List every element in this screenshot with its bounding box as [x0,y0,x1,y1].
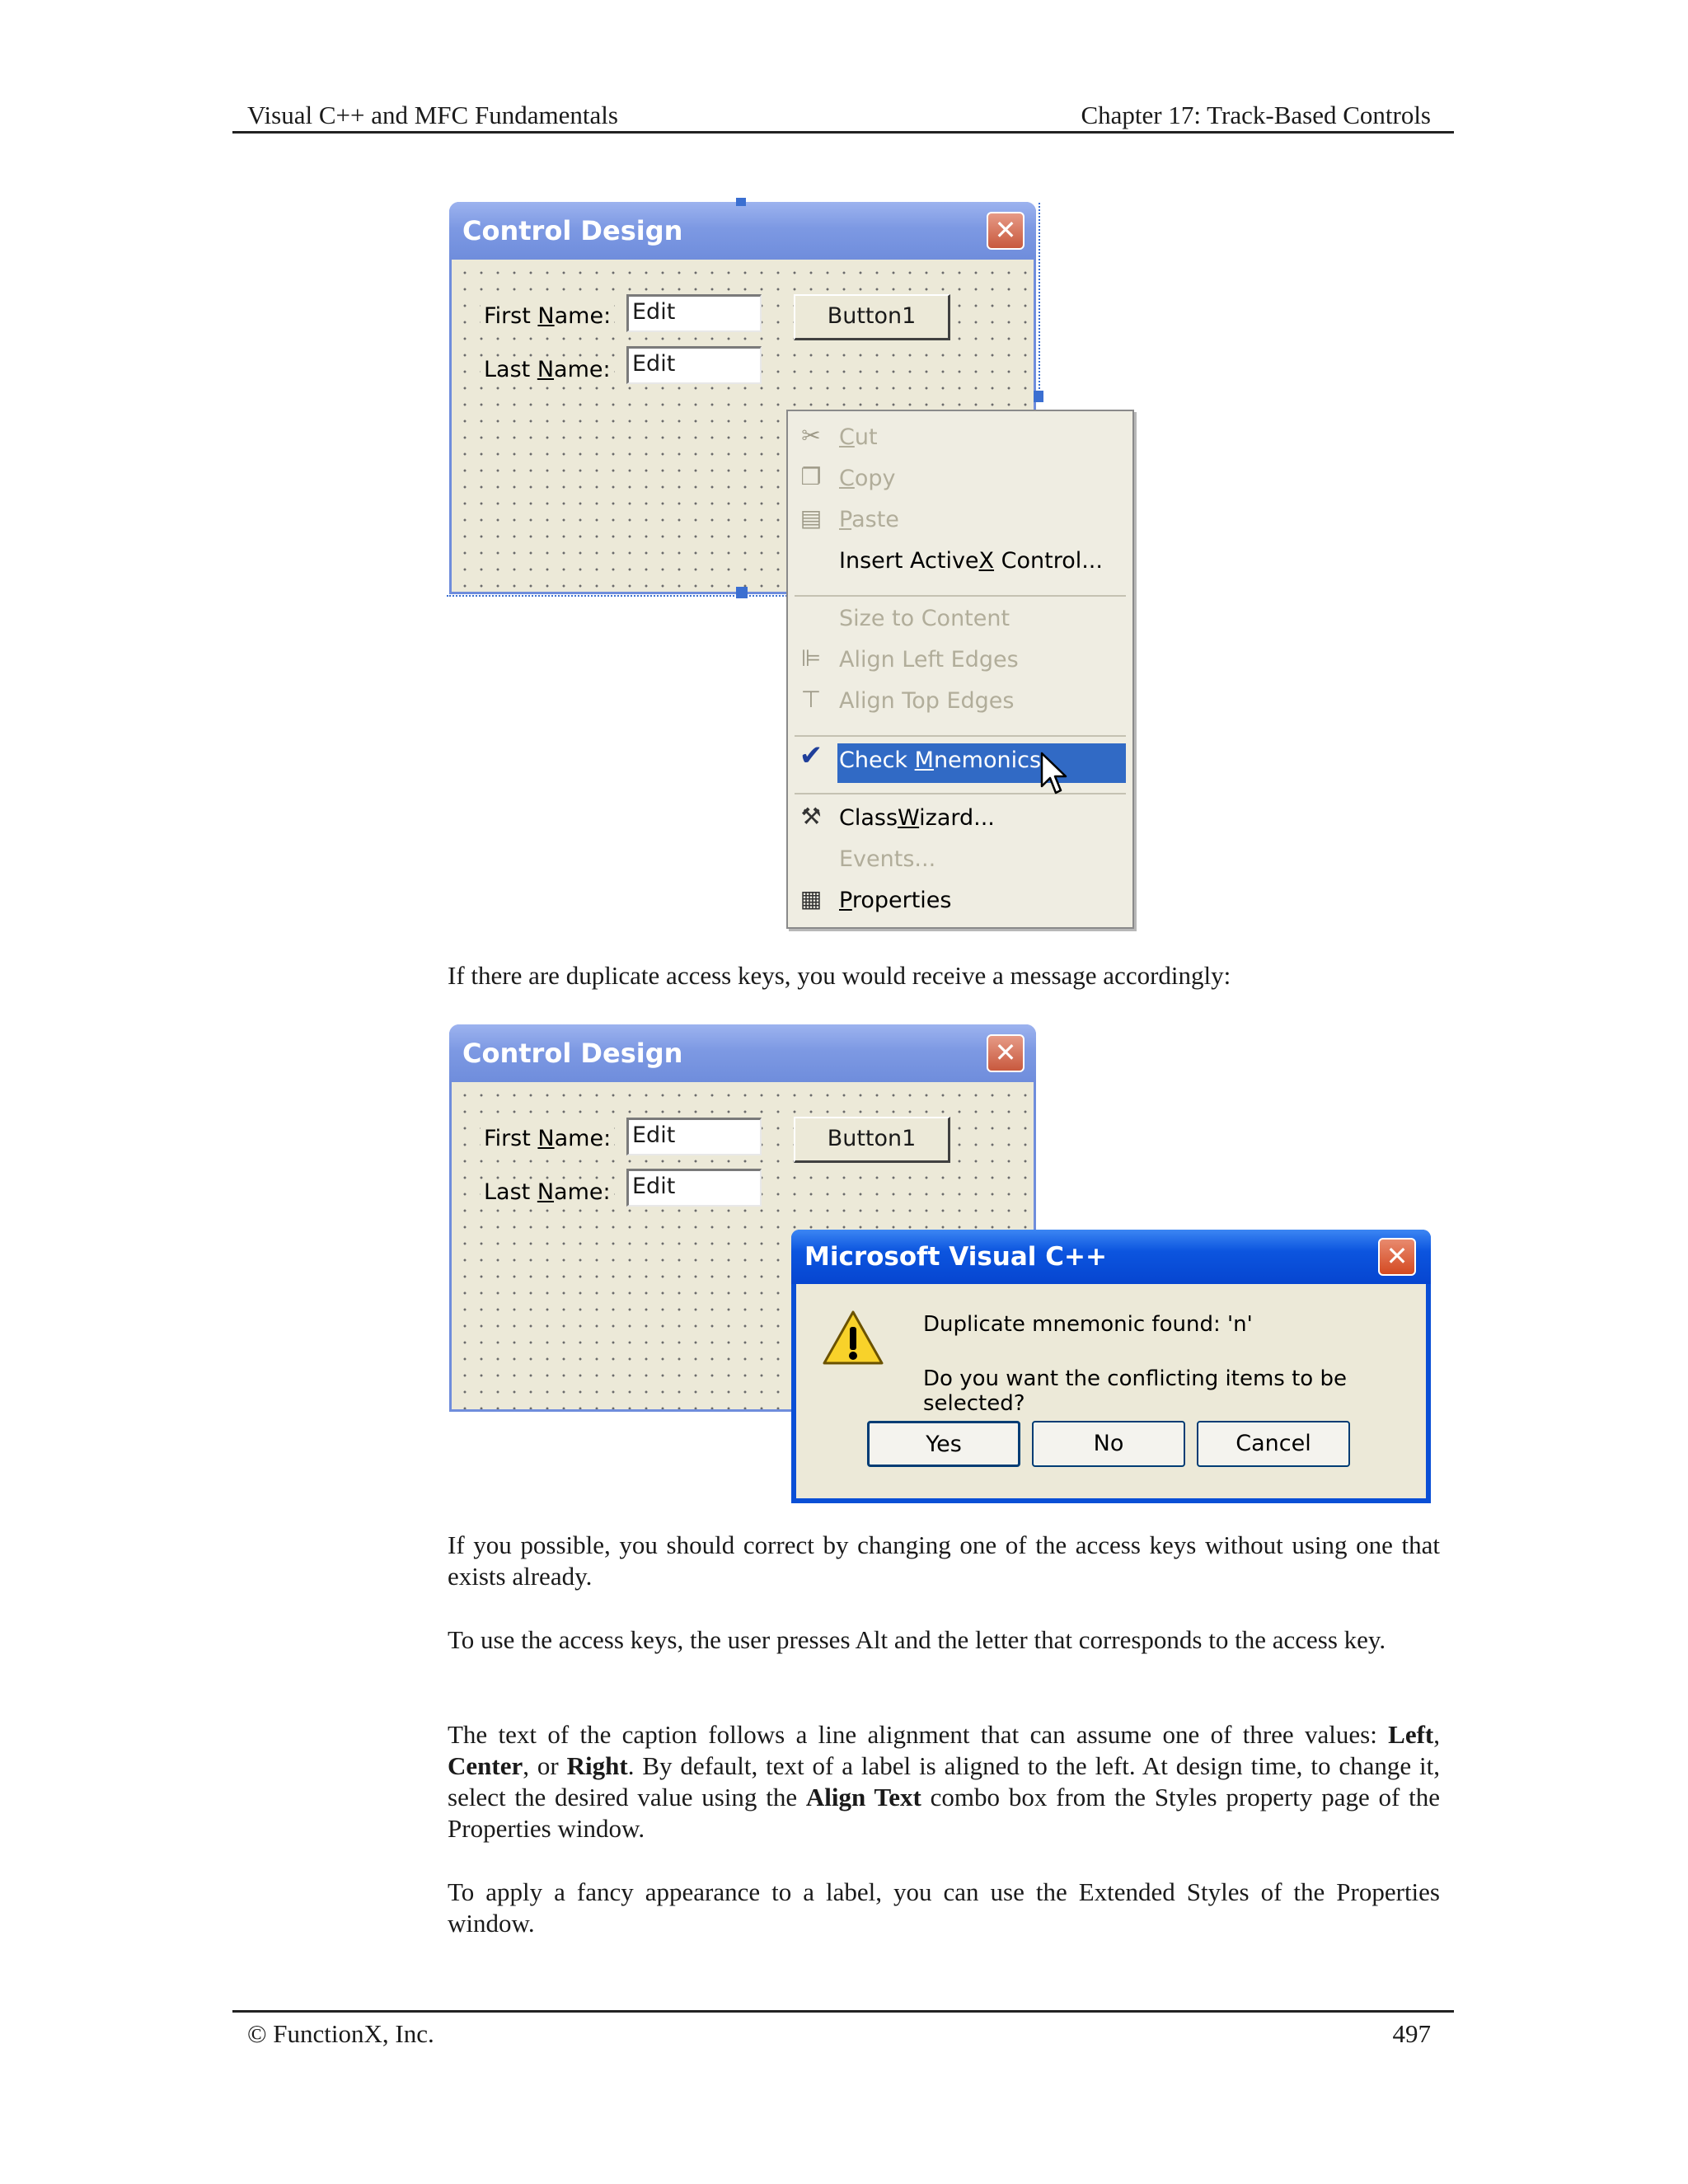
first-name-label: First Name: [481,303,614,329]
dialog-title: Control Design [449,202,1036,260]
menu-item-align-top[interactable]: Align Top Edges [839,688,1015,714]
dialog-title: Control Design [449,1024,1036,1082]
close-icon[interactable]: ✕ [987,1034,1025,1072]
menu-item-properties[interactable]: Properties [839,888,952,913]
menu-item-cut[interactable]: Cut [839,424,878,450]
yes-button[interactable]: Yes [867,1421,1020,1467]
first-name-label: First Name: [481,1126,614,1151]
last-name-edit[interactable]: Edit [626,1169,762,1207]
cancel-button[interactable]: Cancel [1197,1421,1350,1467]
context-menu [786,410,1134,929]
footer-copyright: © FunctionX, Inc. [247,2019,434,2048]
close-icon[interactable]: ✕ [1378,1238,1416,1276]
paragraph-duplicate-keys: If there are duplicate access keys, you would receive a message accordingly: [448,961,1231,990]
message-line-1: Duplicate mnemonic found: 'n' [923,1312,1253,1337]
paragraph-use-access-keys: To use the access keys, the user presses Alt and the letter that corresponds to the access key. [448,1625,1386,1654]
menu-separator [795,793,1126,794]
paste-icon: ▤ [799,504,823,532]
message-line-2: Do you want the conflicting items to be selected? [923,1366,1347,1416]
align-top-icon: ⊤ [800,686,822,713]
resize-handle[interactable] [1034,391,1043,402]
close-icon[interactable]: ✕ [987,212,1025,250]
menu-item-paste[interactable]: Paste [839,507,899,532]
button1[interactable]: Button1 [794,1117,950,1163]
footer-rule [232,2010,1454,2013]
check-mnemonics-icon: ✔ [799,739,823,772]
header-rule [232,131,1454,134]
menu-item-align-left[interactable]: Align Left Edges [839,647,1019,673]
message-box-title: Microsoft Visual C++ [791,1230,1431,1284]
paragraph-correct-keys: If you possible, you should correct by changing one of the access keys without using one that exists already. [448,1530,1440,1591]
menu-item-insert-activex[interactable]: Insert ActiveX Control... [839,548,1103,574]
menu-item-size-to-content[interactable]: Size to Content [839,606,1010,631]
mouse-cursor-icon [1040,752,1068,796]
scissors-icon: ✂ [801,422,821,449]
align-left-icon: ⊫ [800,644,822,672]
first-name-edit[interactable]: Edit [626,1118,762,1155]
menu-separator [795,735,1126,737]
menu-item-check-mnemonics[interactable]: Check Mnemonics [839,748,1042,773]
last-name-label: Last Name: [481,357,614,382]
no-button[interactable]: No [1032,1421,1185,1467]
message-box-body [796,1284,1426,1498]
menu-item-copy[interactable]: Copy [839,466,896,491]
last-name-edit[interactable]: Edit [626,346,762,384]
running-header-title: Visual C++ and MFC Fundamentals [247,101,618,129]
properties-icon: ▦ [799,885,823,912]
running-header-chapter: Chapter 17: Track-Based Controls [1081,101,1431,129]
copy-icon: ❐ [800,463,822,490]
button1[interactable]: Button1 [794,294,950,340]
paragraph-alignment: The text of the caption follows a line alignment that can assume one of three values: Left, Center, or Right. By default, text of a label is aligned to the left. At design time, to change it, select the desired value using the Align Text combo box from the Styles property page of the Properties window. [448,1720,1440,1843]
menu-separator [795,595,1126,597]
menu-item-events[interactable]: Events... [839,846,936,872]
first-name-edit[interactable]: Edit [626,294,762,332]
warning-icon [821,1309,885,1368]
message-box [791,1230,1431,1503]
page-number: 497 [1392,2019,1431,2048]
menu-item-classwizard[interactable]: ClassWizard... [839,805,995,831]
resize-handle[interactable] [736,198,746,206]
selection-border [1039,203,1040,392]
paragraph-extended-styles: To apply a fancy appearance to a label, you can use the Extended Styles of the Properties window. [448,1877,1440,1938]
wand-icon: ⚒ [800,803,822,830]
last-name-label: Last Name: [481,1179,614,1205]
selection-border [447,595,793,597]
